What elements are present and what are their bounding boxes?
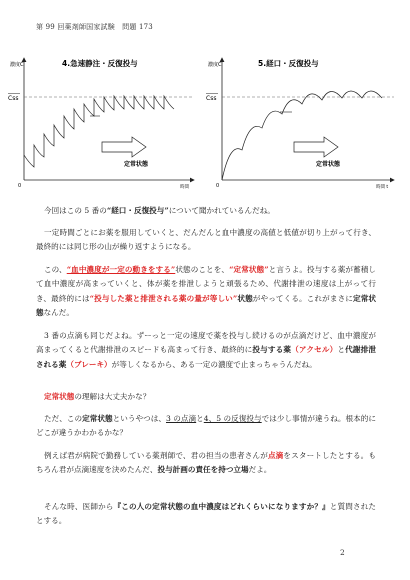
paragraph-1 (36, 204, 376, 218)
emphasis-text: 定常状態 (44, 392, 75, 401)
text-run: そんな時、医師から (44, 502, 114, 511)
y-axis-label: 濃度C (10, 62, 24, 68)
exam-header: 第 99 回薬剤師国家試験 問題 173 (36, 23, 153, 31)
css-label: Css (8, 95, 19, 102)
steady-state-label: 定常状態 (124, 161, 149, 168)
text-run: では少し事情が違うね。根本的にどこが違うかわかるかな？ (36, 414, 377, 438)
emphasis-text: （アクセル） (291, 345, 338, 355)
emphasis-text: “血中濃度が一定の動きをする” (66, 265, 176, 274)
x-axis-label: 時間 t (376, 185, 389, 190)
text-run: の理解は大丈夫かな？ (74, 392, 151, 401)
text-run: と質問されたとする。 (36, 502, 377, 526)
paragraph-5 (36, 390, 376, 404)
text-run: と (196, 414, 204, 423)
text-run: だよ。 (248, 465, 272, 475)
text-run: が等しくなるから、ある一定の濃度で止まっちゃうんだね。 (111, 359, 317, 369)
underlined-text: 3 の点滴 (166, 414, 197, 423)
concentration-curve (222, 91, 382, 180)
text-run: と言うよ。投与する薬が蓄積して血中濃度が高まっていくと、体が薬を排泄しようと頑張るため、代謝排泄の速度は上がって行き、最終的には (36, 265, 377, 303)
steady-state-arrow (294, 137, 338, 157)
paragraph-3 (36, 263, 376, 321)
paragraph-8 (36, 500, 376, 529)
text-run: がやってくる。これがまさに (252, 293, 353, 303)
steady-state-label: 定常状態 (316, 161, 341, 168)
paragraph-2 (36, 226, 376, 255)
steady-state-arrow (102, 137, 146, 157)
emphasis-text: 状態 (237, 293, 253, 303)
graph-iv-repeated (6, 42, 206, 192)
underlined-text: 4、5 の反復投与 (203, 414, 262, 423)
emphasis-text: 点滴 (267, 451, 284, 460)
text-run: と (337, 345, 346, 355)
emphasis-text: 投与する薬 (252, 345, 292, 355)
emphasis-text: 定常状態 (82, 414, 113, 423)
text-run: 一定時間ごとにお薬を服用していくと、だんだんと血中濃度の高値と低値が切り上がって行き、最終的には同じ形の山が繰り返すようになる。 (36, 228, 376, 252)
emphasis-text: 定常状態 (36, 293, 377, 318)
text-run: 3 番の点滴も同じだよね。ずーっと一定の速度で薬を投与し続けるのが点滴だけど、血中濃度が高まってくると代謝排泄のスピードも高まって行き、最終的に (36, 331, 376, 355)
emphasis-text: 投与計画の責任を持つ立場 (157, 465, 249, 475)
graph-oral-repeated (206, 42, 406, 192)
y-axis-label: 濃度C (208, 62, 222, 68)
paragraph-7 (36, 449, 376, 478)
text-run: ただ、この (44, 414, 83, 423)
emphasis-text: 『この人の定常状態の血中濃度はどれくらいになりますか？』 (113, 502, 330, 511)
emphasis-text: 代謝排泄される薬 (36, 345, 377, 369)
emphasis-text: “定常状態” (229, 265, 269, 274)
origin-label: 0 (216, 183, 220, 189)
origin-label: 0 (18, 183, 22, 189)
text-run: というやつは、 (112, 414, 166, 423)
paragraph-4 (36, 329, 376, 372)
graph-title: 4.急速静注・反復投与 (62, 59, 138, 68)
concentration-curve (24, 96, 174, 167)
css-label: Css (206, 95, 217, 102)
text-run: 状態のことを、 (175, 265, 230, 274)
text-run: について聞かれているんだね。 (168, 206, 275, 215)
emphasis-text: “経口・反復投与” (106, 206, 169, 215)
text-run: なんだ。 (43, 308, 74, 318)
text-run: 今回はこの 5 番の (44, 206, 107, 215)
text-run: この、 (44, 265, 67, 274)
x-axis-label: 時間 (180, 185, 189, 190)
emphasis-text: “投与した薬と排泄される薬の量が等しい” (89, 293, 238, 303)
paragraph-6 (36, 412, 376, 441)
page-number: 2 (340, 548, 345, 557)
graph-title: 5.経口・反復投与 (258, 59, 319, 68)
text-run: をスタートしたとする。もちろん君が点滴速度を決めたんだ、 (36, 451, 376, 475)
emphasis-text: （ブレーキ） (66, 359, 112, 369)
text-run: 例えば君が病院で勤務している薬剤師で、君の担当の患者さんが (44, 451, 268, 460)
